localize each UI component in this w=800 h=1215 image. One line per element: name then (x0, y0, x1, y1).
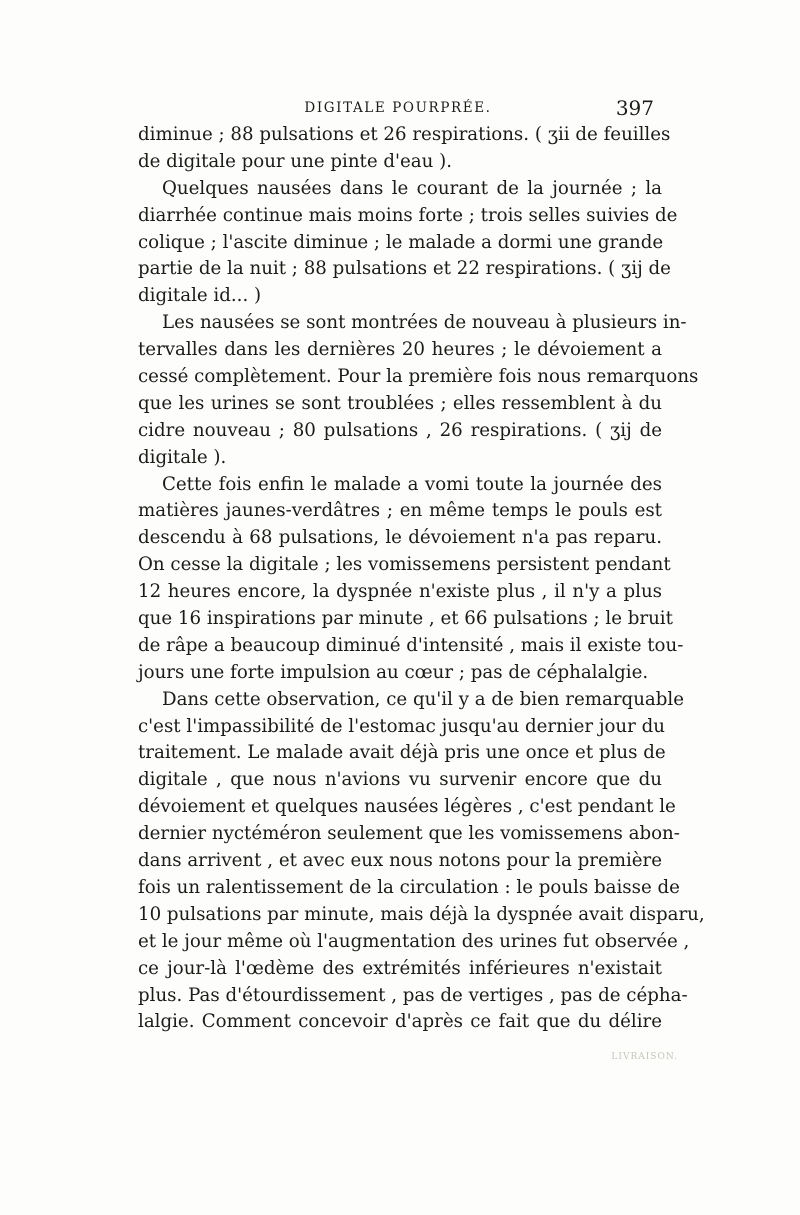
body-text (138, 122, 705, 1036)
text-line: traitement. Le malade avait déjà pris une once et plus de (138, 742, 666, 764)
text-line: Les nausées se sont montrées de nouveau à plusieurs in- (162, 312, 687, 334)
running-title: DIGITALE POURPRÉE. (304, 100, 492, 116)
text-line: tervalles dans les dernières 20 heures ; le dévoiement a (138, 339, 662, 361)
text-line: diminue ; 88 pulsations et 26 respirations. ( ʒii de feuilles (138, 124, 671, 145)
text-line: cessé complètement. Pour la première fois nous remarquons (138, 366, 699, 388)
bleed-through-text: LIVRAISON. (611, 1052, 678, 1062)
text-line: Quelques nausées dans le courant de la journée ; la (162, 177, 662, 199)
text-line: et le jour même où l'augmentation des urines fut observée , (138, 930, 690, 952)
text-line: de digitale pour une pinte d'eau ). (138, 150, 453, 172)
text-line: Cette fois enfin le malade a vomi toute la journée des (162, 473, 662, 495)
text-line: digitale , que nous n'avions vu survenir encore que du (138, 769, 662, 791)
text-line: matières jaunes-verdâtres ; en même temps le pouls est (138, 500, 662, 522)
text-line: Dans cette observation, ce qu'il y a de bien remarquable (162, 688, 684, 710)
text-line: plus. Pas d'étourdissement , pas de vertiges , pas de cépha- (138, 984, 688, 1006)
text-line: ce jour-là l'œdème des extrémités inférieures n'existait (138, 957, 662, 979)
text-line: partie de la nuit ; 88 pulsations et 22 respirations. ( ʒij de (138, 258, 671, 280)
text-line: digitale id... ) (138, 285, 262, 307)
text-line: fois un ralentissement de la circulation : le pouls baisse de (138, 876, 680, 898)
running-head (138, 98, 658, 124)
text-line: diarrhée continue mais moins forte ; trois selles suivies de (138, 204, 678, 226)
text-line: c'est l'impassibilité de l'estomac jusqu'au dernier jour du (138, 715, 665, 737)
text-line: que 16 inspirations par minute , et 66 pulsations ; le bruit (138, 608, 673, 630)
text-line: que les urines se sont troublées ; elles ressemblent à du (138, 392, 662, 414)
text-line: 12 heures encore, la dyspnée n'existe plus , il n'y a plus (138, 581, 662, 603)
text-line: dans arrivent , et avec eux nous notons pour la première (138, 850, 662, 872)
text-line: lalgie. Comment concevoir d'après ce fait que du délire (138, 1011, 662, 1033)
text-line: cidre nouveau ; 80 pulsations , 26 respirations. ( ʒij de (138, 419, 662, 441)
text-line: descendu à 68 pulsations, le dévoiement n'a pas reparu. (138, 527, 662, 549)
page-number: 397 (615, 96, 654, 120)
text-line: digitale ). (138, 446, 227, 468)
text-line: colique ; l'ascite diminue ; le malade a dormi une grande (138, 231, 664, 253)
text-line: de râpe a beaucoup diminué d'intensité , mais il existe tou- (138, 634, 684, 656)
text-line: On cesse la digitale ; les vomissemens persistent pendant (138, 554, 671, 576)
text-line: dernier nyctéméron seulement que les vomissemens abon- (138, 823, 680, 845)
text-line: jours une forte impulsion au cœur ; pas de céphalalgie. (138, 661, 649, 683)
text-line: dévoiement et quelques nausées légères , c'est pendant le (138, 796, 676, 818)
text-line: 10 pulsations par minute, mais déjà la dyspnée avait disparu, (138, 903, 705, 925)
